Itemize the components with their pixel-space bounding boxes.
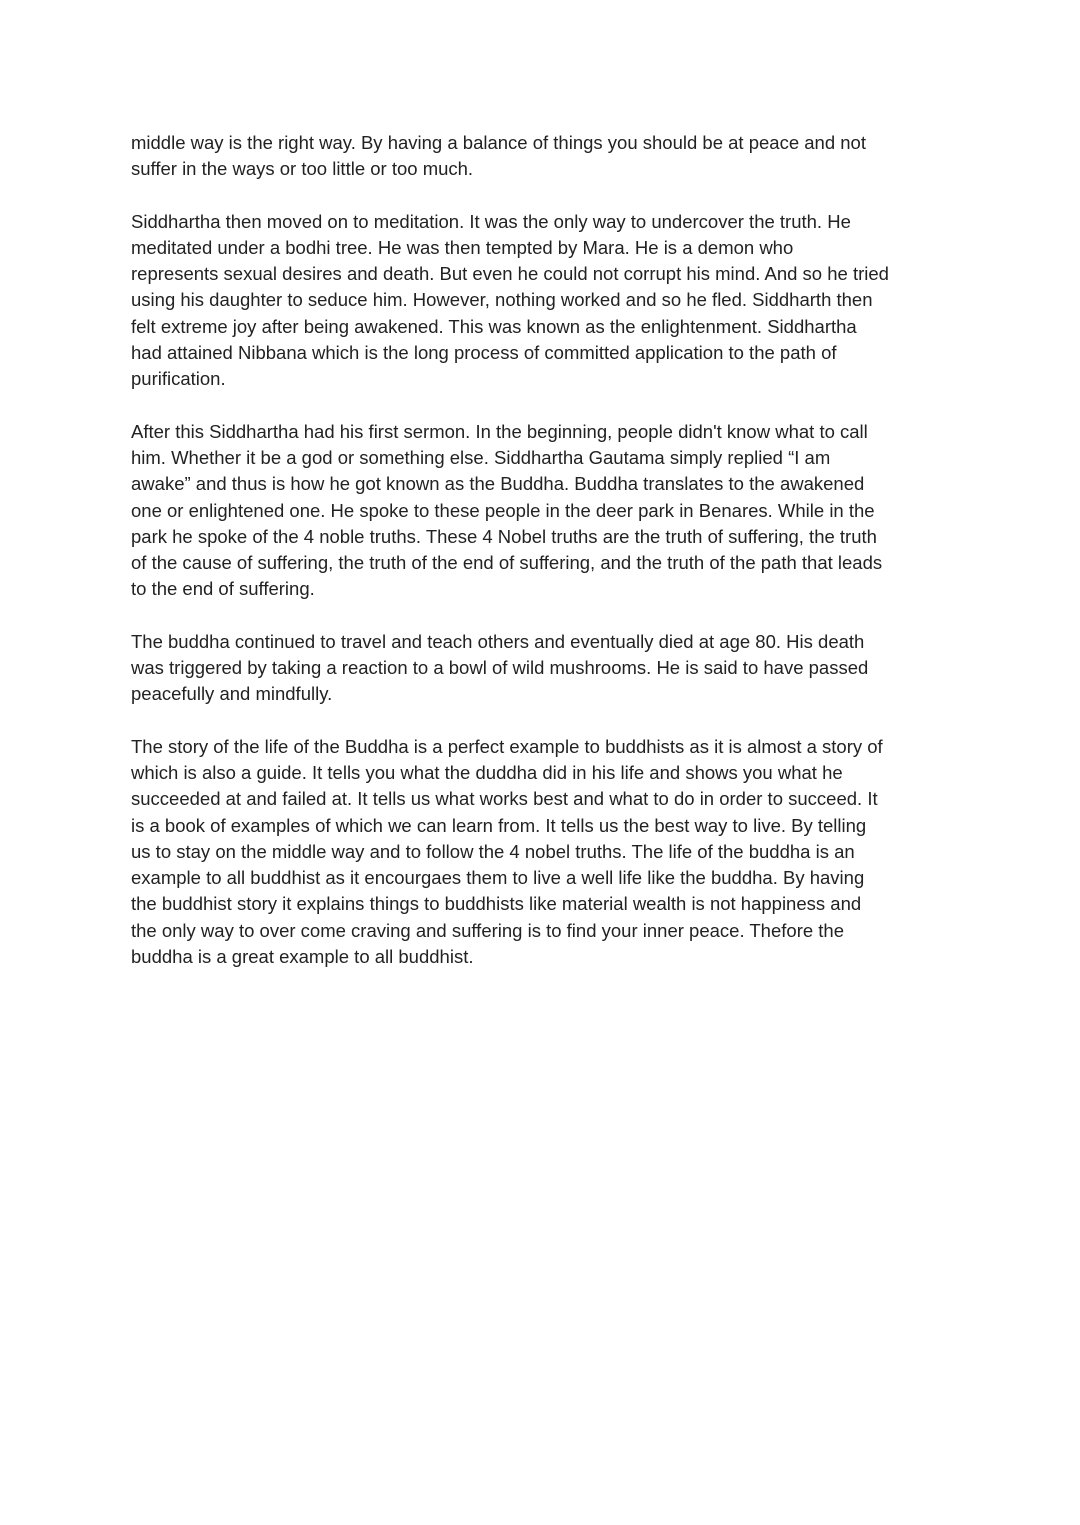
paragraph-death bbox=[131, 629, 961, 708]
text-line: The buddha continued to travel and teach others and eventually died at age 80. His death bbox=[131, 630, 865, 652]
text-line: meditated under a bodhi tree. He was then tempted by Mara. He is a demon who bbox=[131, 236, 794, 258]
text-line: which is also a guide. It tells you what the duddha did in his life and shows you what he bbox=[131, 761, 843, 783]
text-line: peacefully and mindfully. bbox=[131, 683, 333, 705]
text-line: middle way is the right way. By having a balance of things you should be at peace and not bbox=[131, 132, 866, 153]
text-line: awake” and thus is how he got known as the Buddha. Buddha translates to the awakened bbox=[131, 473, 865, 495]
text-line: the buddhist story it explains things to buddhists like material wealth is not happiness and bbox=[131, 893, 862, 915]
text-line: to the end of suffering. bbox=[131, 578, 315, 600]
text-line: succeeded at and failed at. It tells us what works best and what to do in order to succeed. It bbox=[131, 788, 878, 810]
text-line: had attained Nibbana which is the long process of committed application to the path of bbox=[131, 342, 837, 364]
text-line: park he spoke of the 4 noble truths. These 4 Nobel truths are the truth of suffering, the truth bbox=[131, 525, 877, 547]
text-line: represents sexual desires and death. But even he could not corrupt his mind. And so he tried bbox=[131, 263, 889, 285]
text-line: The story of the life of the Buddha is a perfect example to buddhists as it is almost a story of bbox=[131, 735, 883, 757]
text-line: is a book of examples of which we can learn from. It tells us the best way to live. By telling bbox=[131, 814, 867, 836]
text-line: him. Whether it be a god or something else. Siddhartha Gautama simply replied “I am bbox=[131, 446, 831, 468]
text-line: purification. bbox=[131, 368, 226, 390]
document-body bbox=[131, 130, 961, 996]
text-line: felt extreme joy after being awakened. This was known as the enlightenment. Siddhartha bbox=[131, 315, 857, 337]
text-line: the only way to over come craving and suffering is to find your inner peace. Thefore the bbox=[131, 919, 844, 941]
text-line: of the cause of suffering, the truth of the end of suffering, and the truth of the path that leads bbox=[131, 552, 883, 574]
text-line: was triggered by taking a reaction to a bowl of wild mushrooms. He is said to have passed bbox=[131, 657, 869, 679]
paragraph-meditation bbox=[131, 209, 961, 393]
text-line: buddha is a great example to all buddhist. bbox=[131, 946, 474, 968]
text-line: suffer in the ways or too little or too much. bbox=[131, 158, 474, 180]
paragraph-first-sermon bbox=[131, 419, 961, 603]
text-line: us to stay on the middle way and to follow the 4 nobel truths. The life of the buddha is an bbox=[131, 840, 855, 862]
text-line: Siddhartha then moved on to meditation. It was the only way to undercover the truth. He bbox=[131, 210, 851, 232]
paragraph-middle-way bbox=[131, 130, 961, 183]
paragraph-conclusion bbox=[131, 734, 961, 971]
text-line: example to all buddhist as it encourgaes them to live a well life like the buddha. By having bbox=[131, 867, 865, 889]
text-line: one or enlightened one. He spoke to these people in the deer park in Benares. While in the bbox=[131, 499, 875, 521]
text-line: using his daughter to seduce him. However, nothing worked and so he fled. Siddharth then bbox=[131, 289, 873, 311]
text-line: After this Siddhartha had his first sermon. In the beginning, people didn't know what to call bbox=[131, 420, 868, 442]
